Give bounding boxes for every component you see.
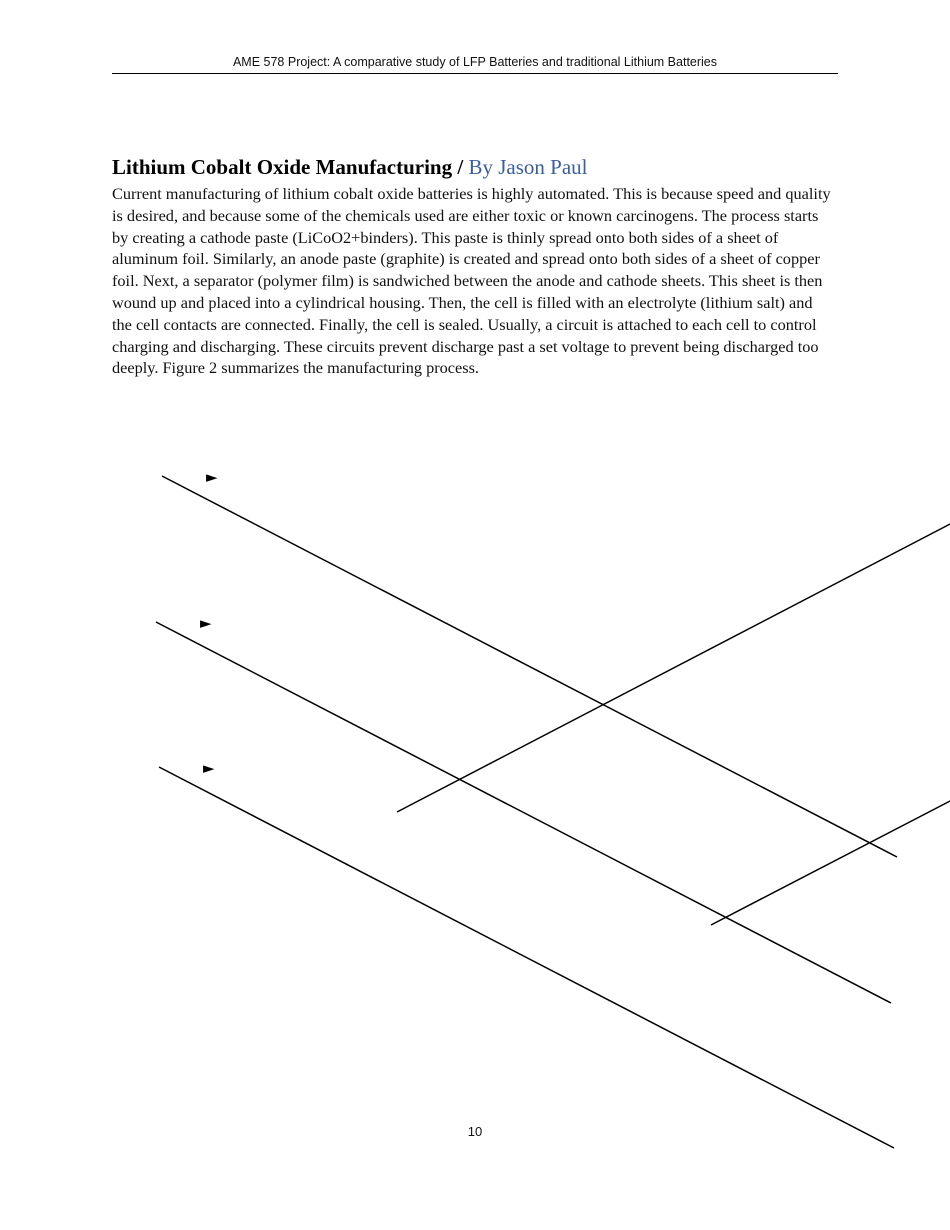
figure-line-2 [156, 622, 891, 1003]
running-header: AME 578 Project: A comparative study of LFP Batteries and traditional Lithium Batteries [232, 55, 718, 69]
figure-line-3 [159, 767, 894, 1148]
heading-separator: / [452, 155, 469, 179]
author-byline: By Jason Paul [468, 155, 588, 179]
body-paragraph: Current manufacturing of lithium cobalt oxide batteries is highly automated. This is because speed and quality is desired, and because some of the chemicals used are either toxic or known carcinogens. The process starts by creating a cathode paste (LiCoO2+binders). This paste is thinly spread onto both sides of a sheet of aluminum foil. Similarly, an anode paste (graphite) is created and spread onto both sides of a sheet of copper foil. Next, a separator (polymer film) is sandwiched between the anode and cathode sheets. This sheet is then wound up and placed into a cylindrical housing. Then, the cell is filled with an electrolyte (lithium salt) and the cell contacts are connected. Finally, the cell is sealed. Usually, a circuit is attached to each cell to control charging and discharging. These circuits prevent discharge past a set voltage to prevent being discharged too deeply. Figure 2 summarizes the manufacturing process. [112, 184, 831, 378]
figure-line-4 [397, 523, 950, 812]
arrow-marker-1: ► [206, 468, 218, 486]
figure-line-1 [162, 476, 897, 857]
arrow-marker-3: ► [203, 759, 215, 777]
arrow-marker-2: ► [200, 614, 212, 632]
page-number: 10 [467, 1124, 483, 1139]
figure-line-5 [711, 800, 950, 925]
section-title: Lithium Cobalt Oxide Manufacturing [112, 155, 453, 179]
